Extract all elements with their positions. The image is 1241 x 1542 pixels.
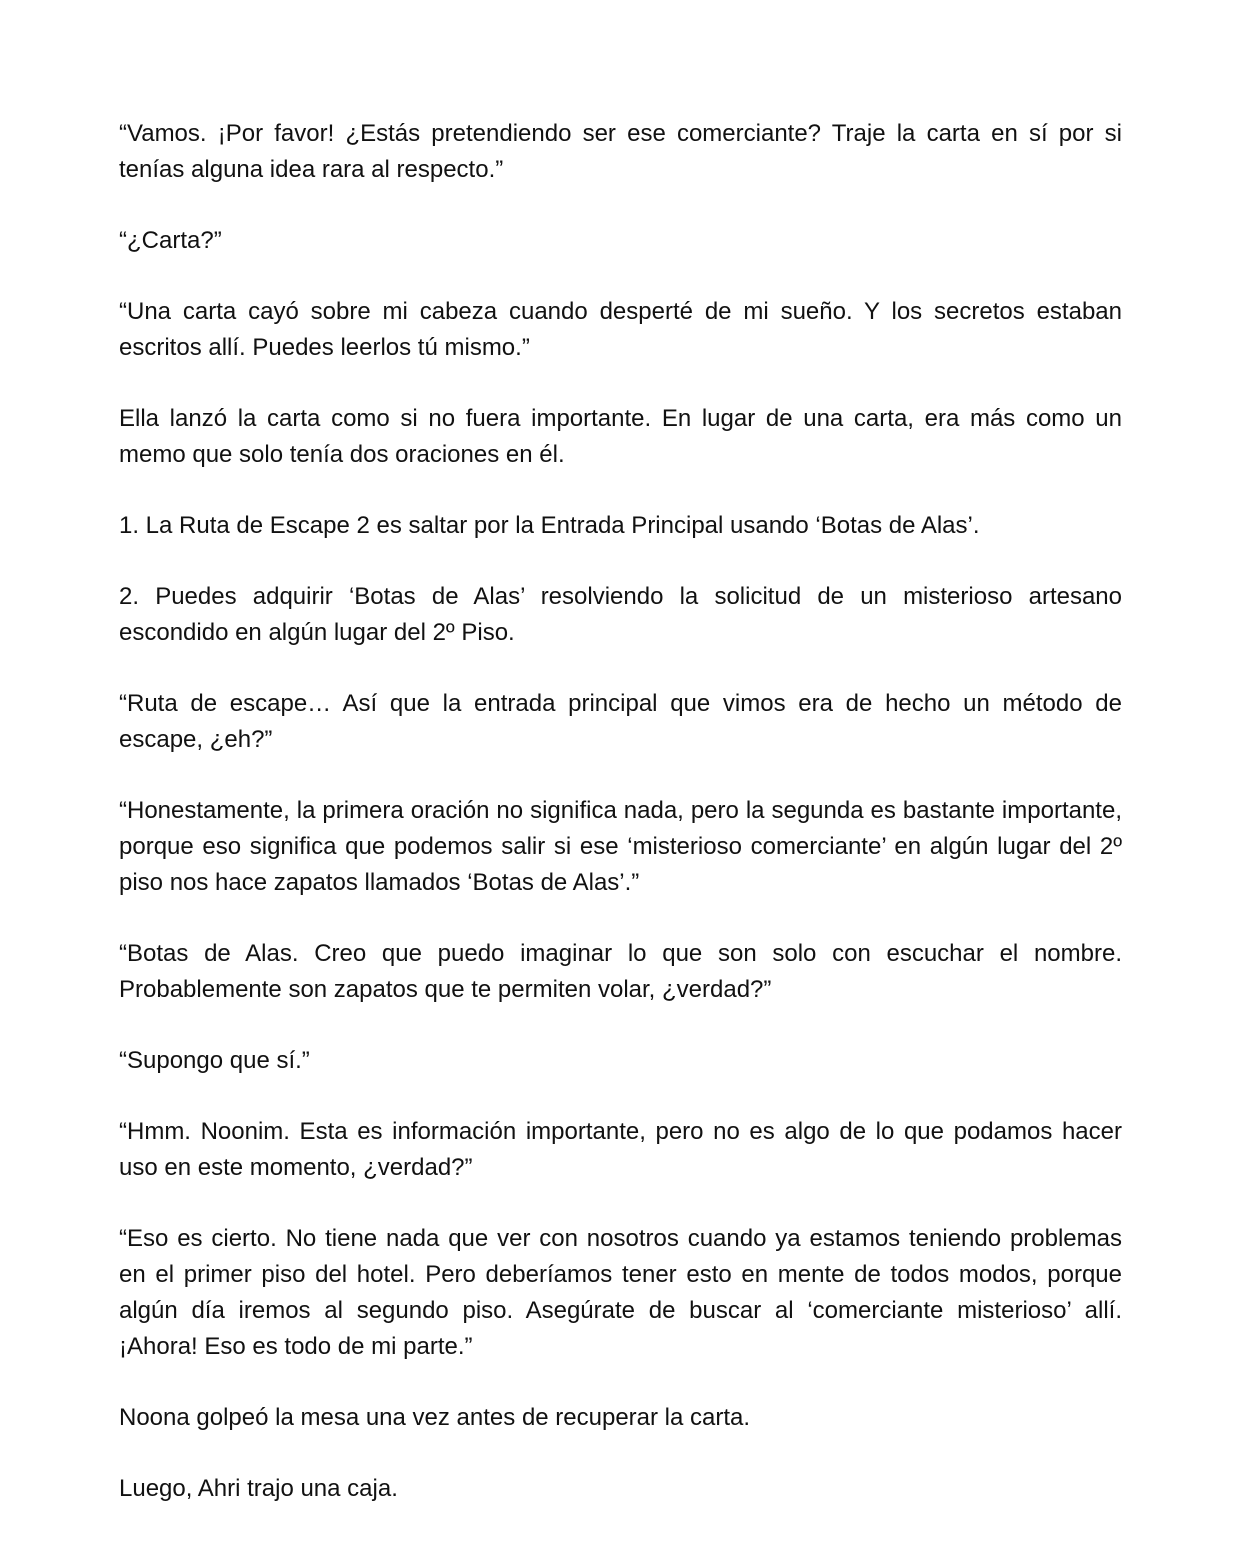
document-page xyxy=(119,116,1122,1542)
paragraph-7: “Ruta de escape… Así que la entrada principal que vimos era de hecho un método de escape, ¿eh?” xyxy=(119,690,1122,753)
paragraph-2: “¿Carta?” xyxy=(119,227,222,254)
paragraph-10: “Supongo que sí.” xyxy=(119,1047,310,1074)
paragraph-4: Ella lanzó la carta como si no fuera importante. En lugar de una carta, era más como un memo que solo tenía dos oraciones en él. xyxy=(119,405,1122,468)
paragraph-14: Luego, Ahri trajo una caja. xyxy=(119,1475,398,1502)
paragraph-11: “Hmm. Noonim. Esta es información importante, pero no es algo de lo que podamos hacer uso en este momento, ¿verdad?” xyxy=(119,1118,1122,1181)
paragraph-13: Noona golpeó la mesa una vez antes de recuperar la carta. xyxy=(119,1404,751,1431)
paragraph-3: “Una carta cayó sobre mi cabeza cuando desperté de mi sueño. Y los secretos estaban escritos allí. Puedes leerlos tú mismo.” xyxy=(119,298,1122,361)
paragraph-1: “Vamos. ¡Por favor! ¿Estás pretendiendo ser ese comerciante? Traje la carta en sí por si tenías alguna idea rara al respecto.” xyxy=(119,120,1122,183)
paragraph-12: “Eso es cierto. No tiene nada que ver con nosotros cuando ya estamos teniendo problemas en el primer piso del hotel. Pero deberíamos tener esto en mente de todos modos, porque algún día iremos al segundo piso. Asegúrate de buscar al ‘comerciante misterioso’ allí. ¡Ahora! Eso es todo de mi parte.” xyxy=(119,1225,1122,1360)
paragraph-6: 2. Puedes adquirir ‘Botas de Alas’ resolviendo la solicitud de un misterioso artesano escondido en algún lugar del 2º Piso. xyxy=(119,583,1122,646)
paragraph-9: “Botas de Alas. Creo que puedo imaginar lo que son solo con escuchar el nombre. Probablemente son zapatos que te permiten volar, ¿verdad?” xyxy=(119,940,1122,1003)
paragraph-8: “Honestamente, la primera oración no significa nada, pero la segunda es bastante importante, porque eso significa que podemos salir si ese ‘misterioso comerciante’ en algún lugar del 2º piso nos hace zapatos llamados ‘Botas de Alas’.” xyxy=(119,797,1122,896)
paragraph-5: 1. La Ruta de Escape 2 es saltar por la Entrada Principal usando ‘Botas de Alas’. xyxy=(119,512,980,539)
